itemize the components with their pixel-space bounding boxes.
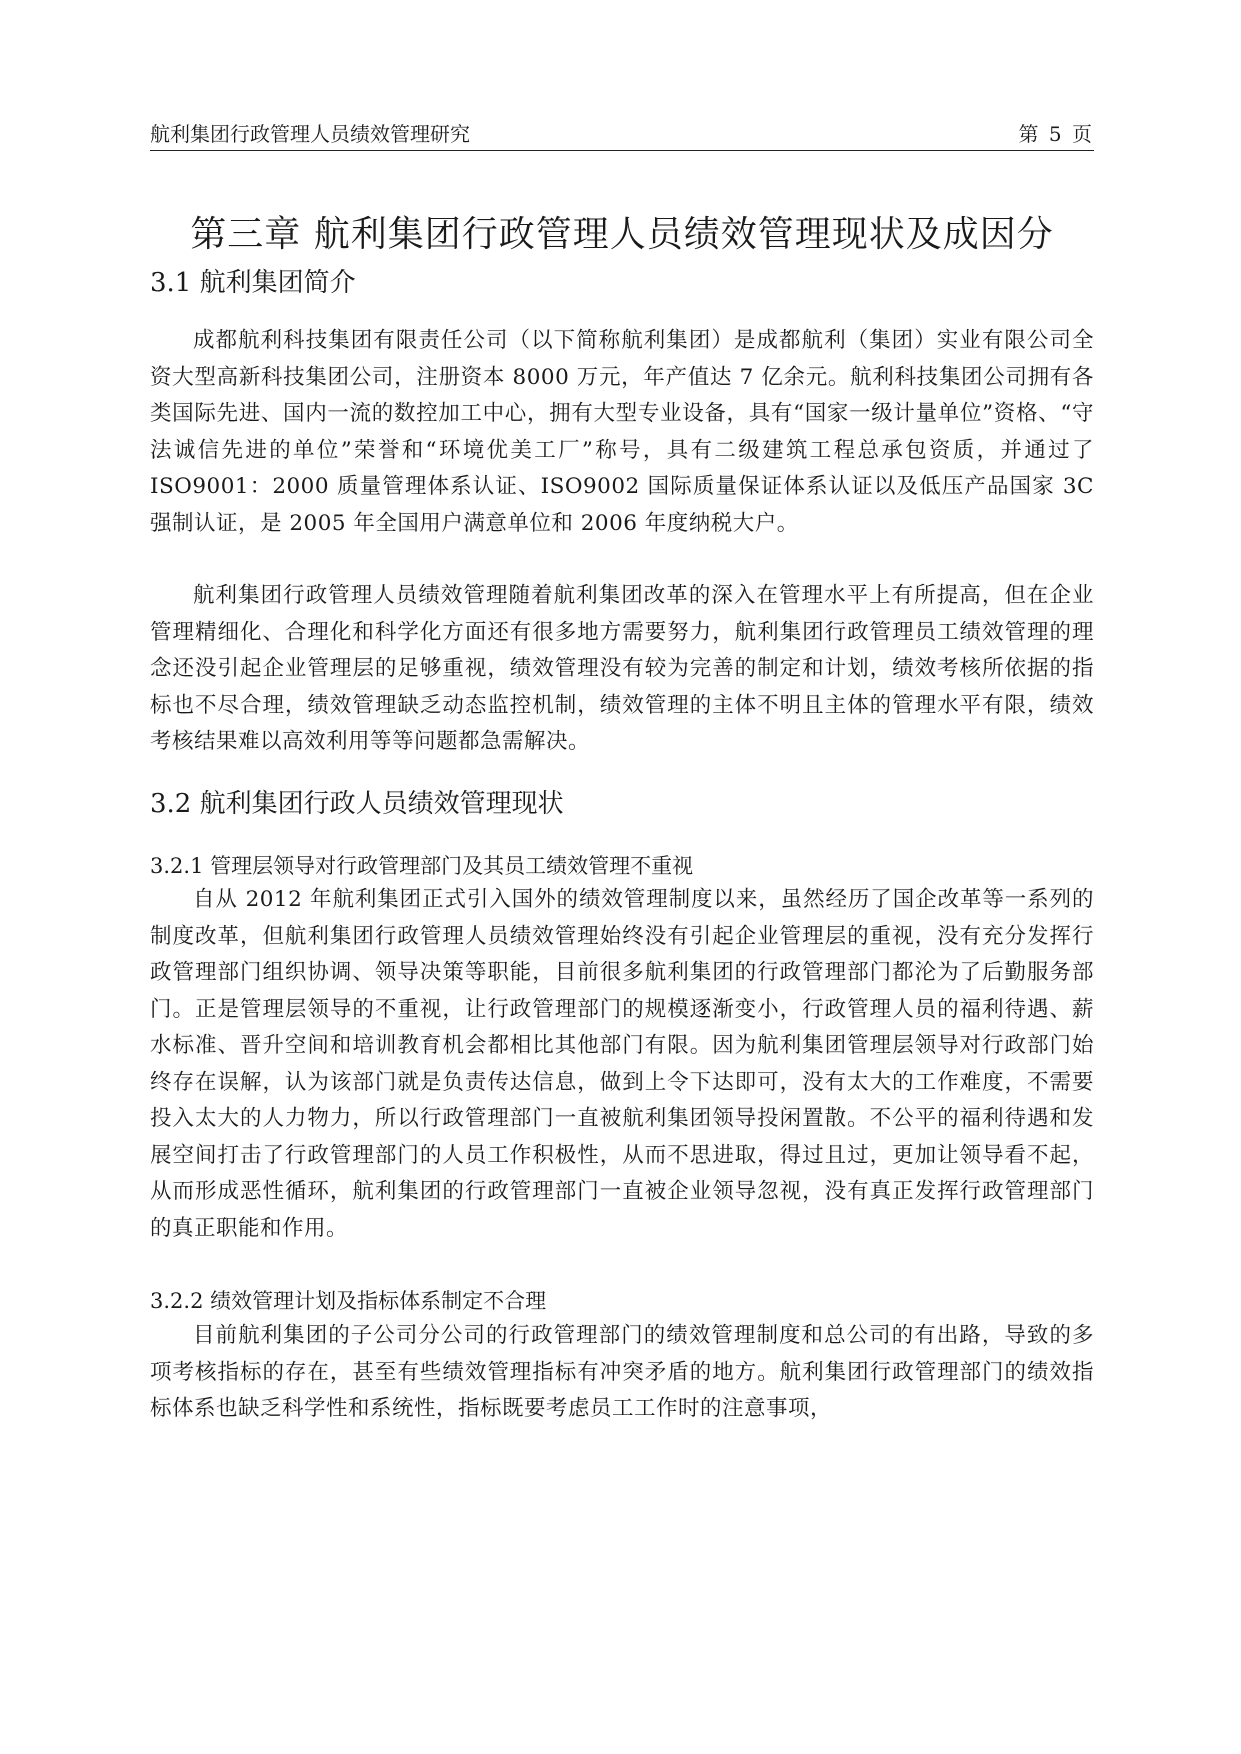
paragraph: 自从 2012 年航利集团正式引入国外的绩效管理制度以来，虽然经历了国企改革等一系列的制度改革，但航利集团行政管理人员绩效管理始终没有引起企业管理层的重视，没有充分发挥行政管理部门组织协调、领导决策等职能，目前很多航利集团的行政管理部门都沦为了后勤服务部门。正是管理层领导的不重视，让行政管理部门的规模逐渐变小，行政管理人员的福利待遇、薪水标准、晋升空间和培训教育机会都相比其他部门有限。因为航利集团管理层领导对行政部门始终存在误解，认为该部门就是负责传达信息，做到上令下达即可，没有太大的工作难度，不需要投入太大的人力物力，所以行政管理部门一直被航利集团领导投闲置散。不公平的福利待遇和发展空间打击了行政管理部门的人员工作积极性，从而不思进取，得过且过，更加让领导看不起，从而形成恶性循环，航利集团的行政管理部门一直被企业领导忽视，没有真正发挥行政管理部门的真正职能和作用。 (150, 887, 1094, 1241)
paragraph: 目前航利集团的子公司分公司的行政管理部门的绩效管理制度和总公司的有出路，导致的多项考核指标的存在，甚至有些绩效管理指标有冲突矛盾的地方。航利集团行政管理部门的绩效指标体系也缺乏科学性和系统性，指标既要考虑员工工作时的注意事项， (150, 1323, 1094, 1421)
paragraph: 成都航利科技集团有限责任公司（以下简称航利集团）是成都航利（集团）实业有限公司全资大型高新科技集团公司，注册资本 8000 万元，年产值达 7 亿余元。航利科技集团公司拥有各类国际先进、国内一流的数控加工中心，拥有大型专业设备，具有“国家一级计量单位”资格、“守法诚信先进的单位”荣誉和“环境优美工厂”称号，具有二级建筑工程总承包资质，并通过了 ISO9001：2000 质量管理体系认证、ISO9002 国际质量保证体系认证以及低压产品国家 3C 强制认证，是 2005 年全国用户满意单位和 2006 年度纳税大户。 (150, 328, 1094, 536)
subsection-heading-3-2-2: 3.2.2 绩效管理计划及指标体系制定不合理 (150, 1289, 547, 1313)
section-heading-3-1: 3.1 航利集团简介 (150, 268, 356, 298)
page-number: 第 5 页 (1018, 122, 1094, 146)
header-title: 航利集团行政管理人员绩效管理研究 (150, 122, 470, 146)
running-header (150, 116, 1094, 151)
paragraph: 航利集团行政管理人员绩效管理随着航利集团改革的深入在管理水平上有所提高，但在企业管理精细化、合理化和科学化方面还有很多地方需要努力，航利集团行政管理员工绩效管理的理念还没引起企业管理层的足够重视，绩效管理没有较为完善的制定和计划，绩效考核所依据的指标也不尽合理，绩效管理缺乏动态监控机制，绩效管理的主体不明且主体的管理水平有限，绩效考核结果难以高效利用等等问题都急需解决。 (150, 583, 1094, 754)
chapter-title: 第三章 航利集团行政管理人员绩效管理现状及成因分 (190, 214, 1054, 255)
subsection-heading-3-2-1: 3.2.1 管理层领导对行政管理部门及其员工绩效管理不重视 (150, 854, 694, 878)
section-heading-3-2: 3.2 航利集团行政人员绩效管理现状 (150, 789, 564, 819)
